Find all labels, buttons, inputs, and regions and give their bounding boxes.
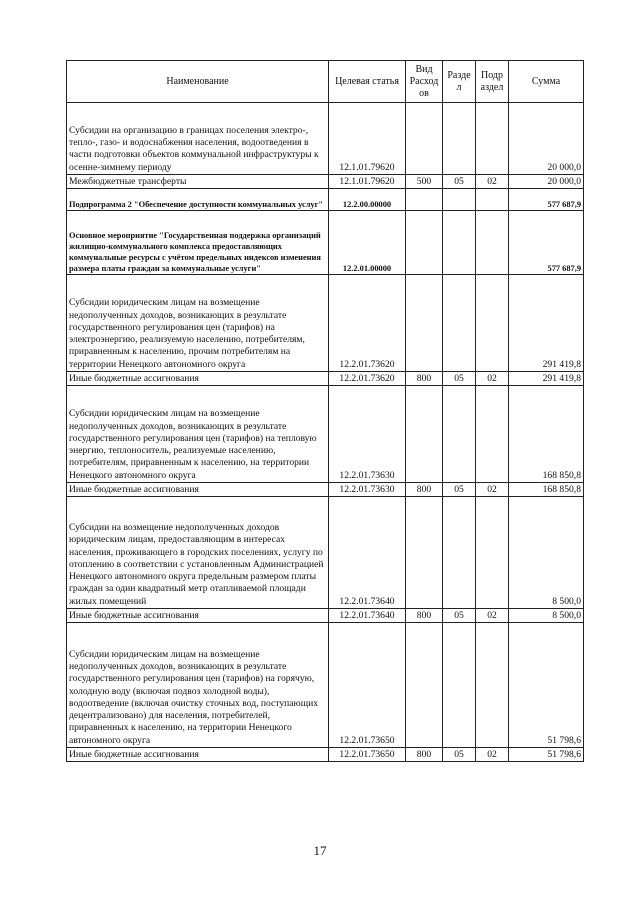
row-subsection: [476, 189, 509, 211]
table-row: [67, 189, 584, 211]
row-target: 12.2.01.73630: [329, 483, 406, 497]
row-name: Иные бюджетные ассигнования: [67, 748, 329, 762]
table-row: [67, 748, 584, 762]
table-header: [67, 61, 584, 103]
table-row: [67, 103, 584, 175]
row-subsection: [476, 103, 509, 175]
row-section: [443, 497, 476, 609]
row-amount: 168 850,8: [509, 386, 584, 483]
row-section: [443, 211, 476, 275]
table-row: [67, 483, 584, 497]
row-target: 12.1.01.79620: [329, 175, 406, 189]
row-subsection: [476, 497, 509, 609]
row-kind: 500: [406, 175, 443, 189]
row-name: Субсидии на организацию в границах поселения электро-, тепло-, газо- и водоснабжения населения, водоотведения в части подготовки объектов коммунальной инфраструктуры к осенне-зимнему периоду: [67, 103, 329, 175]
row-name: Иные бюджетные ассигнования: [67, 372, 329, 386]
row-kind: 800: [406, 483, 443, 497]
table-row: [67, 372, 584, 386]
header-name: Наименование: [67, 61, 329, 103]
row-target: 12.2.00.00000: [329, 189, 406, 211]
row-section: [443, 275, 476, 372]
row-kind: [406, 386, 443, 483]
row-kind: [406, 211, 443, 275]
row-subsection: [476, 211, 509, 275]
row-section: 05: [443, 609, 476, 623]
row-kind: [406, 497, 443, 609]
row-amount: 577 687,9: [509, 189, 584, 211]
header-target: Целевая статья: [329, 61, 406, 103]
row-name: Иные бюджетные ассигнования: [67, 483, 329, 497]
row-kind: 800: [406, 372, 443, 386]
row-amount: 8 500,0: [509, 609, 584, 623]
row-subsection: 02: [476, 483, 509, 497]
page-number: 17: [313, 843, 327, 858]
row-section: 05: [443, 483, 476, 497]
row-target: 12.2.01.73640: [329, 497, 406, 609]
row-section: 05: [443, 372, 476, 386]
row-target: 12.2.01.73620: [329, 275, 406, 372]
row-subsection: 02: [476, 609, 509, 623]
row-section: 05: [443, 748, 476, 762]
row-kind: [406, 189, 443, 211]
row-section: [443, 623, 476, 748]
row-target: 12.2.01.73650: [329, 748, 406, 762]
budget-table: [66, 60, 584, 762]
row-target: 12.2.01.73650: [329, 623, 406, 748]
row-target: 12.2.01.73630: [329, 386, 406, 483]
row-subsection: [476, 623, 509, 748]
row-name: Иные бюджетные ассигнования: [67, 609, 329, 623]
row-name: Субсидии на возмещение недополученных доходов юридическим лицам, предоставляющим в интересах населения, проживающего в городских поселениях, услугу по отоплению в соответствии с установленным Администрацией Ненецкого автономного округа предельным размером платы граждан за один квадратный метр отапливаемой площади жилых помещений: [67, 497, 329, 609]
table-row: [67, 623, 584, 748]
row-amount: 20 000,0: [509, 103, 584, 175]
row-name: Субсидии юридическим лицам на возмещение недополученных доходов, возникающих в результате государственного регулирования цен (тарифов) на горячую, холодную воду (включая подвоз холодной воды), водоотведение (включая очистку сточных вод, поступающих децентрализовано) для населения, потребителей, приравненных к населению, на территории Ненецкого автономного округа: [67, 623, 329, 748]
row-amount: 291 419,8: [509, 372, 584, 386]
table-row: [67, 386, 584, 483]
row-kind: 800: [406, 609, 443, 623]
row-section: [443, 386, 476, 483]
row-name: Межбюджетные трансферты: [67, 175, 329, 189]
row-section: [443, 189, 476, 211]
row-name: Субсидии юридическим лицам на возмещение недополученных доходов, возникающих в результате государственного регулирования цен (тарифов) на электроэнергию, реализуемую населению, потребителям, приравненным к населению, прочим потребителям на территории Ненецкого автономного округа: [67, 275, 329, 372]
row-amount: 291 419,8: [509, 275, 584, 372]
row-amount: 51 798,6: [509, 623, 584, 748]
table-row: [67, 609, 584, 623]
row-target: 12.2.01.73620: [329, 372, 406, 386]
row-name: Основное мероприятие "Государственная поддержка организаций жилищно-коммунального комплекса предоставляющих коммунальные ресурсы с учётом предельных индексов изменения размера платы граждан за коммунальные услуги": [67, 211, 329, 275]
row-name: Подпрограмма 2 "Обеспечение доступности коммунальных услуг": [67, 189, 329, 211]
row-kind: [406, 103, 443, 175]
table-row: [67, 497, 584, 609]
row-name: Субсидии юридическим лицам на возмещение недополученных доходов, возникающих в результате государственного регулирования цен (тарифов) на тепловую энергию, теплоноситель, реализуемые населению, потребителям, приравненным к населению, на территории Ненецкого автономного округа: [67, 386, 329, 483]
row-amount: 168 850,8: [509, 483, 584, 497]
row-target: 12.2.01.73640: [329, 609, 406, 623]
row-kind: [406, 623, 443, 748]
table-row: [67, 211, 584, 275]
row-kind: 800: [406, 748, 443, 762]
row-subsection: 02: [476, 175, 509, 189]
row-subsection: [476, 275, 509, 372]
header-section: Разде л: [443, 61, 476, 103]
table-row: [67, 275, 584, 372]
row-subsection: [476, 386, 509, 483]
row-amount: 8 500,0: [509, 497, 584, 609]
row-amount: 51 798,6: [509, 748, 584, 762]
row-section: [443, 103, 476, 175]
row-amount: 20 000,0: [509, 175, 584, 189]
header-amount: Сумма: [509, 61, 584, 103]
header-kind: Вид Расход ов: [406, 61, 443, 103]
row-section: 05: [443, 175, 476, 189]
row-subsection: 02: [476, 372, 509, 386]
header-subsection: Подр аздел: [476, 61, 509, 103]
row-subsection: 02: [476, 748, 509, 762]
row-kind: [406, 275, 443, 372]
row-amount: 577 687,9: [509, 211, 584, 275]
row-target: 12.1.01.79620: [329, 103, 406, 175]
row-target: 12.2.01.00000: [329, 211, 406, 275]
table-row: [67, 175, 584, 189]
